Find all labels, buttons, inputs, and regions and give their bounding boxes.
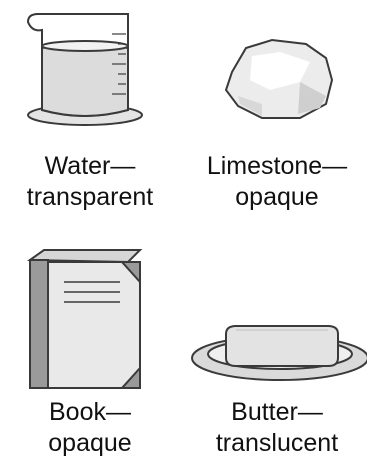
- caption-butter-line1: Butter—: [231, 398, 323, 426]
- butter-dish-icon: [192, 326, 367, 380]
- caption-book: [0, 397, 180, 459]
- caption-book-line2: opaque: [48, 429, 132, 457]
- caption-water-line2: transparent: [26, 183, 154, 211]
- caption-limestone-line1: Limestone—: [206, 152, 348, 180]
- caption-book-line1: Book—: [49, 398, 131, 426]
- caption-butter-line2: translucent: [215, 429, 339, 457]
- limestone-rock-icon: [226, 40, 332, 118]
- caption-water: [0, 151, 180, 213]
- caption-limestone-line2: opaque: [235, 183, 319, 211]
- beaker-of-water-icon: [28, 14, 142, 125]
- book-icon: [30, 250, 140, 388]
- caption-water-line1: Water—: [44, 152, 136, 180]
- caption-limestone: [187, 151, 367, 213]
- caption-butter: [187, 397, 367, 459]
